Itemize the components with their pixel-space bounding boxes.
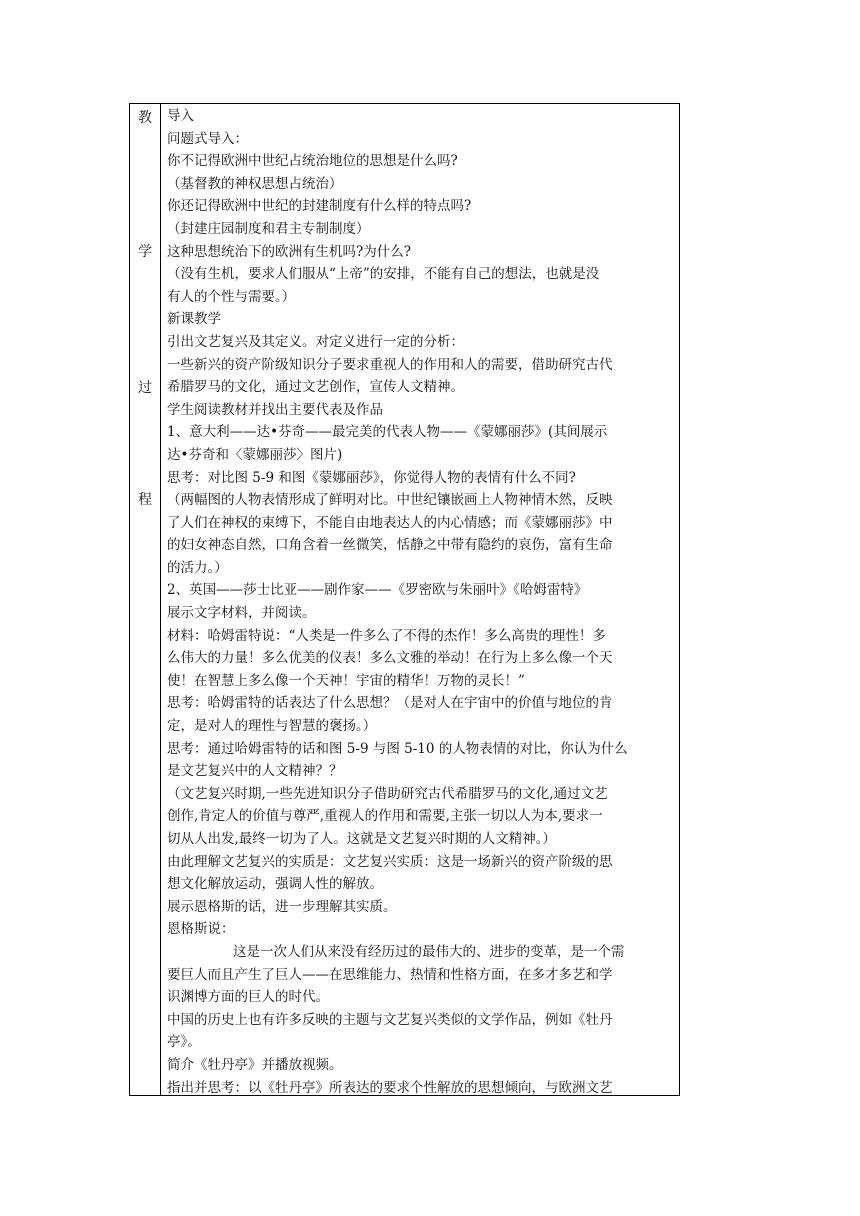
content-line: 切从人出发,最终一切为了人。这就是文艺复兴时期的人文精神。）: [167, 831, 557, 847]
content-line: 希腊罗马的文化，通过文艺创作，宣传人文精神。: [167, 379, 464, 396]
content-line: （两幅图的人物表情形成了鲜明对比。中世纪镶嵌画上人物神情木然，反映: [167, 492, 613, 509]
content-line: 有人的个性与需要。）: [167, 288, 296, 305]
content-line: 的活力。）: [167, 559, 228, 576]
label-char-1: 教: [138, 110, 152, 126]
content-line: 使！在智慧上多么像一个天神！宇宙的精华！万物的灵长！”: [167, 672, 525, 689]
content-line: 你不记得欧洲中世纪占统治地位的思想是什么吗?: [167, 153, 458, 170]
content-line: 导入: [167, 108, 194, 124]
content-line: 这种思想统治下的欧洲有生机吗?为什么?: [167, 243, 411, 260]
content-line: 引出文艺复兴及其定义。对定义进行一定的分析：: [167, 333, 464, 350]
content-line: 指出并思考：以《牡丹亭》所表达的要求个性解放的思想倾向，与欧洲文艺: [167, 1079, 613, 1096]
content-line: 了人们在神权的束缚下，不能自由地表达人的内心情感；而《蒙娜丽莎》中: [167, 514, 613, 531]
quote-line: 要巨人而且产生了巨人——在思维能力、热情和性格方面，在多才多艺和学: [167, 966, 613, 983]
content-line: 想文化解放运动，强调人性的解放。: [167, 876, 383, 893]
content-line: 思考：哈姆雷特的话表达了什么思想？（是对人在宇宙中的价值与地位的肯: [167, 695, 613, 712]
content-line: 学生阅读教材并找出主要代表及作品: [167, 401, 383, 418]
content-line: 展示文字材料，并阅读。: [167, 605, 316, 622]
content-line: 中国的历史上也有许多反映的主题与文艺复兴类似的文学作品，例如《牡丹: [167, 1011, 613, 1028]
content-line: 一些新兴的资产阶级知识分子要求重视人的作用和人的需要，借助研究古代: [167, 356, 613, 373]
content-line: 思考：通过哈姆雷特的话和图 5-9 与图 5-10 的人物表情的对比，你认为什么: [167, 740, 628, 757]
content-line: 问题式导入：: [167, 130, 248, 147]
label-char-4: 程: [138, 492, 152, 508]
content-line: 达•芬奇和〈蒙娜丽莎〉图片): [167, 446, 343, 463]
content-line: 是文艺复兴中的人文精神？？: [167, 763, 343, 780]
lesson-table: [129, 103, 680, 1096]
content-line: 你还记得欧洲中世纪的封建制度有什么样的特点吗?: [167, 198, 472, 215]
quote-line: 这是一次人们从来没有经历过的最伟大的、进步的变革，是一个需: [233, 943, 625, 960]
content-line: 展示恩格斯的话，进一步理解其实质。: [167, 898, 397, 915]
content-line: 1、意大利——达•芬奇——最完美的代表人物——《蒙娜丽莎》(其间展示: [167, 424, 608, 441]
content-line: 2、英国——莎士比亚——剧作家——《罗密欧与朱丽叶》《哈姆雷特》: [167, 582, 588, 599]
section-label-column: [130, 104, 160, 1095]
content-line: 简介《牡丹亭》并播放视频。: [167, 1056, 343, 1073]
column-divider: [160, 104, 161, 1095]
lesson-content: [167, 105, 677, 1099]
content-line: （封建庄园制度和君主专制制度）: [167, 220, 370, 237]
content-line: 由此理解文艺复兴的实质是：文艺复兴实质：这是一场新兴的资产阶级的思: [167, 853, 613, 870]
content-line: 材料：哈姆雷特说：“人类是一件多么了不得的杰作！多么高贵的理性！多: [167, 627, 606, 644]
label-char-3: 过: [138, 380, 152, 396]
content-line: 亭》。: [167, 1034, 201, 1051]
quote-line: 识渊博方面的巨人的时代。: [167, 989, 329, 1006]
content-line: 恩格斯说：: [167, 921, 235, 938]
label-char-2: 学: [138, 244, 152, 260]
content-line: （没有生机，要求人们服从“上帝”的安排，不能有自己的想法，也就是没: [167, 266, 600, 283]
content-line: （基督教的神权思想占统治）: [167, 175, 343, 192]
content-line: 么伟大的力量！多么优美的仪表！多么文雅的举动！在行为上多么像一个天: [167, 650, 613, 667]
content-line: 的妇女神态自然，口角含着一丝微笑，恬静之中带有隐约的哀伤，富有生命: [167, 537, 613, 554]
content-line: 创作,肯定人的价值与尊严,重视人的作用和需要,主张一切以人为本,要求一: [167, 808, 603, 825]
content-line: 思考：对比图 5-9 和图《蒙娜丽莎》，你觉得人物的表情有什么不同?: [167, 469, 576, 486]
content-line: 定，是对人的理性与智慧的褒扬。）: [167, 718, 377, 735]
content-line: 新课教学: [167, 311, 221, 328]
content-line: （文艺复兴时期,一些先进知识分子借助研究古代希腊罗马的文化,通过文艺: [167, 785, 608, 802]
